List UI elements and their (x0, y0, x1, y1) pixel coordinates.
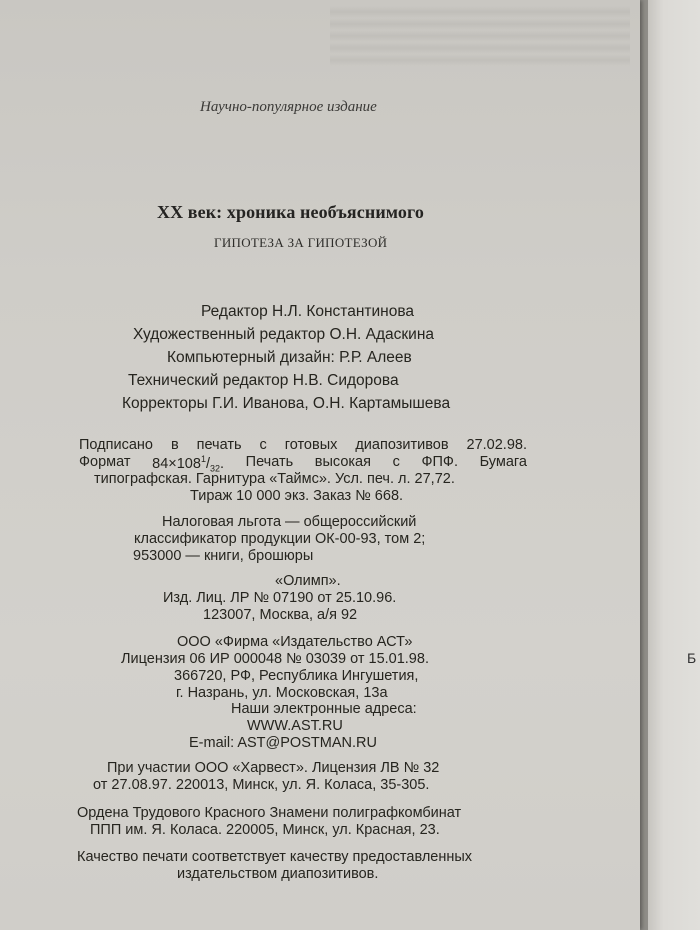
series-label: Научно-популярное издание (200, 99, 377, 115)
ast-email-heading: Наши электронные адреса: (231, 701, 417, 717)
tax-line3: 953000 — книги, брошюры (133, 548, 314, 564)
ast-name: ООО «Фирма «Издательство АСТ» (177, 634, 413, 650)
next-page-edge (648, 0, 700, 930)
ast-address1: 366720, РФ, Республика Ингушетия, (174, 668, 419, 684)
credit-editor: Редактор Н.Л. Константинова (201, 303, 414, 320)
quality-line1: Качество печати соответствует качеству предоставленных (77, 849, 473, 865)
printer-line1: Ордена Трудового Красного Знамени полиграфкомбинат (77, 805, 462, 821)
harvest-line1: При участии ООО «Харвест». Лицензия ЛВ № 32 (107, 760, 440, 776)
credit-tech-editor: Технический редактор Н.В. Сидорова (128, 372, 399, 389)
print-info-line3: типографская. Гарнитура «Таймс». Усл. печ. л. 27,72. (94, 471, 455, 487)
bleed-through-text (330, 6, 630, 66)
tax-line2: классификатор продукции ОК-00-93, том 2; (134, 531, 426, 547)
print-info-line2: Формат $84\times 108^1/_{32}$. Печать высокая с ФПФ. Бумага (79, 454, 527, 474)
ast-address2: г. Назрань, ул. Московская, 13а (176, 685, 388, 701)
olimp-address: 123007, Москва, а/я 92 (203, 607, 358, 623)
book-subtitle: ГИПОТЕЗА ЗА ГИПОТЕЗОЙ (214, 235, 388, 250)
olimp-license: Изд. Лиц. ЛР № 07190 от 25.10.96. (163, 590, 397, 606)
harvest-line2: от 27.08.97. 220013, Минск, ул. Я. Коласа, 35-305. (93, 777, 430, 793)
ast-email: E-mail: AST@POSTMAN.RU (189, 735, 377, 751)
olimp-name: «Олимп». (275, 573, 341, 589)
print-info-line1: Подписано в печать с готовых диапозитивов 27.02.98. (79, 437, 527, 453)
next-page-letter: Б (687, 650, 697, 666)
ast-license: Лицензия 06 ИР 000048 № 03039 от 15.01.98. (121, 651, 429, 667)
ast-website: WWW.AST.RU (247, 718, 343, 734)
print-info-line4: Тираж 10 000 экз. Заказ № 668. (190, 488, 404, 504)
printer-line2: ППП им. Я. Коласа. 220005, Минск, ул. Красная, 23. (90, 822, 440, 838)
tax-line1: Налоговая льгота — общероссийский (162, 514, 417, 530)
credit-design: Компьютерный дизайн: Р.Р. Алеев (167, 349, 412, 366)
credit-proofreaders: Корректоры Г.И. Иванова, О.Н. Картамышева (122, 395, 451, 412)
credit-art-editor: Художественный редактор О.Н. Адаскина (133, 326, 435, 343)
book-title: XX век: хроника необъяснимого (157, 202, 424, 222)
quality-line2: издательством диапозитивов. (177, 866, 379, 882)
